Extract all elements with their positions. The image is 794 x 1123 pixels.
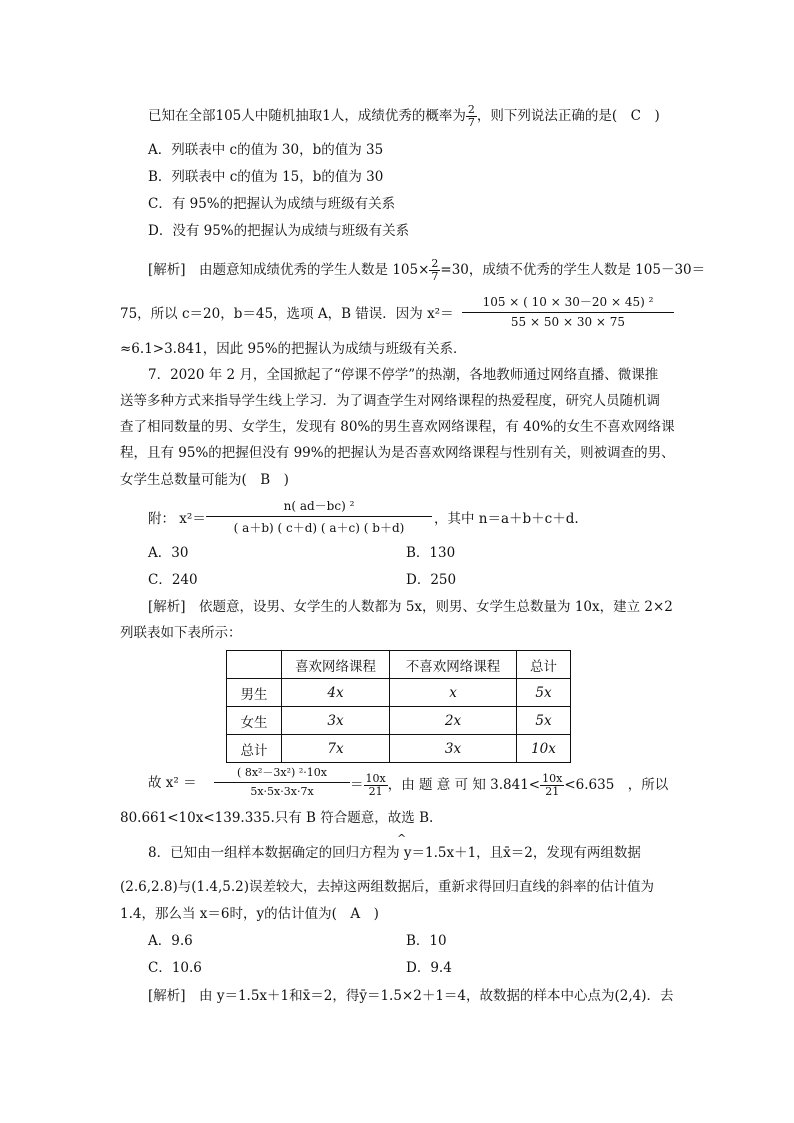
- table-cell: 7x: [282, 735, 390, 763]
- q7-fraction-b: [540, 773, 564, 798]
- q6-analysis-text-b: =30，成绩不优秀的学生人数是 105－30＝: [440, 262, 706, 278]
- fraction-denominator: 55 × 50 × 30 × 75: [510, 315, 626, 329]
- table-cell: 5x: [517, 679, 571, 707]
- q7-analysis-line2: 列联表如下表所示：: [120, 625, 242, 641]
- table-row: [227, 679, 571, 707]
- contingency-table: [226, 650, 571, 763]
- fraction-denominator: 7: [431, 270, 439, 283]
- q6-analysis-line3: ≈6.1>3.841，因此 95%的把握认为成绩与班级有关系．: [120, 341, 467, 357]
- q6-option-b: B．列联表中 c的值为 15，b的值为 30: [148, 169, 384, 185]
- q6-option-c: C．有 95%的把握认为成绩与班级有关系: [148, 196, 396, 212]
- q7-stem-line5: 女学生总数量可能为( B ): [120, 472, 289, 488]
- q8-stem-line1: 8．已知由一组样本数据确定的回归方程为 y＝1.5x＋1，且x̄＝2，发现有两组数据: [148, 845, 641, 861]
- q8-option-d: D．9.4: [406, 960, 452, 976]
- fraction-denominator: 21: [368, 785, 383, 798]
- q8-stem-line2: (2.6,2.8)与(1.4,5.2)误差较大，去掉这两组数据后，重新求得回归直线的斜率的估计值为: [120, 879, 655, 895]
- q6-chi-square-fraction: [462, 293, 674, 329]
- q7-conclusion-rest: [350, 773, 668, 798]
- q7-stem-line1: 7．2020 年 2 月，全国掀起了“停课不停学”的热潮，各地教师通过网络直播、微课推: [148, 367, 659, 383]
- table-row: [227, 707, 571, 735]
- fraction-numerator: n( ad－bc) ²: [206, 497, 432, 517]
- q7-stem-line3: 查了相同数量的男、女学生，发现有 80%的男生喜欢网络课程，有 40%的女生不喜欢网络课: [120, 419, 675, 435]
- equals-sign: ＝: [350, 777, 364, 793]
- fraction-numerator: 2: [431, 257, 439, 270]
- table-cell: 5x: [517, 707, 571, 735]
- table-header-cell: [227, 651, 282, 679]
- q8-option-b: B．10: [406, 933, 447, 949]
- table-cell: 男生: [227, 679, 282, 707]
- table-header-cell: 喜欢网络课程: [282, 651, 390, 679]
- fraction-denominator: 5x·5x·3x·7x: [250, 785, 314, 798]
- fraction-numerator: 10x: [542, 772, 563, 785]
- q7-conclusion-end: <6.635 ，所以: [564, 777, 669, 793]
- hat-mark: ^: [397, 832, 407, 845]
- table-cell: 3x: [282, 707, 390, 735]
- q6-stem: [148, 104, 660, 129]
- q6-analysis-fraction: [429, 258, 440, 283]
- table-header-cell: 不喜欢网络课程: [390, 651, 517, 679]
- table-cell: 4x: [282, 679, 390, 707]
- q6-stem-suffix: ，则下列说法正确的是( C ): [476, 108, 660, 124]
- q6-analysis-text-a: [解析] 由题意知成绩优秀的学生人数是 105×: [148, 262, 430, 278]
- table-cell: 女生: [227, 707, 282, 735]
- q6-analysis-line2: 75，所以 c＝20，b＝45，选项 A，B 错误．因为 x²＝: [120, 306, 454, 322]
- table-cell: 10x: [517, 735, 571, 763]
- fraction-denominator: 21: [545, 785, 560, 798]
- table-cell: 总计: [227, 735, 282, 763]
- fraction-numerator: 2: [467, 103, 475, 116]
- q7-stem-line4: 程，且有 95%的把握但没有 99%的把握认为是否喜欢网络课程与性别有关，则被调查的男、: [120, 445, 675, 461]
- q8-analysis-line: [解析] 由 y＝1.5x＋1和x̄＝2，得ȳ＝1.5×2＋1＝4，故数据的样本中心点为(2,4)．去: [148, 988, 674, 1004]
- q6-option-a: A．列联表中 c的值为 30，b的值为 35: [148, 142, 384, 158]
- q7-option-a: A．30: [148, 545, 189, 561]
- fraction-denominator: 7: [467, 116, 475, 129]
- q8-option-a: A．9.6: [148, 933, 193, 949]
- table-cell: x: [390, 679, 517, 707]
- q6-stem-fraction: [466, 104, 477, 129]
- q7-conclusion-mid: ，由 题 意 可 知 3.841<: [387, 777, 541, 793]
- q7-formula-prefix: 附： x²＝: [148, 511, 206, 527]
- table-header-cell: 总计: [517, 651, 571, 679]
- q6-option-d: D．没有 95%的把握认为成绩与班级有关系: [148, 223, 410, 239]
- q7-option-b: B．130: [406, 545, 456, 561]
- q7-formula-suffix: ，其中 n＝a＋b＋c＋d.: [434, 511, 579, 527]
- fraction-numerator: 105 × ( 10 × 30－20 × 45) ²: [462, 293, 674, 313]
- q7-analysis-line1: [解析] 依题意，设男、女学生的人数都为 5x，则男、女学生总数量为 10x，建立 2×2: [148, 599, 673, 615]
- table-cell: 3x: [390, 735, 517, 763]
- q8-stem-line3: 1.4，那么当 x＝6时，y的估计值为( A ): [120, 906, 379, 922]
- q7-fraction-a: [364, 773, 388, 798]
- fraction-numerator: ( 8x²－3x²) ²·10x: [214, 764, 350, 783]
- q7-stem-line2: 送等多种方式来指导学生线上学习．为了调查学生对网络课程的热爱程度，研究人员随机调: [120, 393, 660, 409]
- table-header-row: [227, 651, 571, 679]
- table-cell: 2x: [390, 707, 517, 735]
- q6-analysis-line1: [148, 258, 705, 283]
- q6-stem-prefix: 已知在全部105人中随机抽取1人，成绩优秀的概率为: [148, 108, 466, 124]
- q7-option-d: D．250: [406, 572, 457, 588]
- fraction-denominator: ( a＋b) ( c＋d) ( a＋c) ( b＋d): [233, 521, 405, 535]
- q7-conclusion-prefix: 故 x² ＝: [148, 775, 197, 791]
- q8-option-c: C．10.6: [148, 960, 202, 976]
- table-row: [227, 735, 571, 763]
- q7-formula-fraction: [206, 497, 432, 536]
- q7-conclusion-line2: 80.661<10x<139.335.只有 B 符合题意，故选 B.: [120, 810, 434, 826]
- q7-option-c: C．240: [148, 572, 198, 588]
- fraction-numerator: 10x: [365, 772, 386, 785]
- q7-conclusion-fraction: [214, 764, 350, 798]
